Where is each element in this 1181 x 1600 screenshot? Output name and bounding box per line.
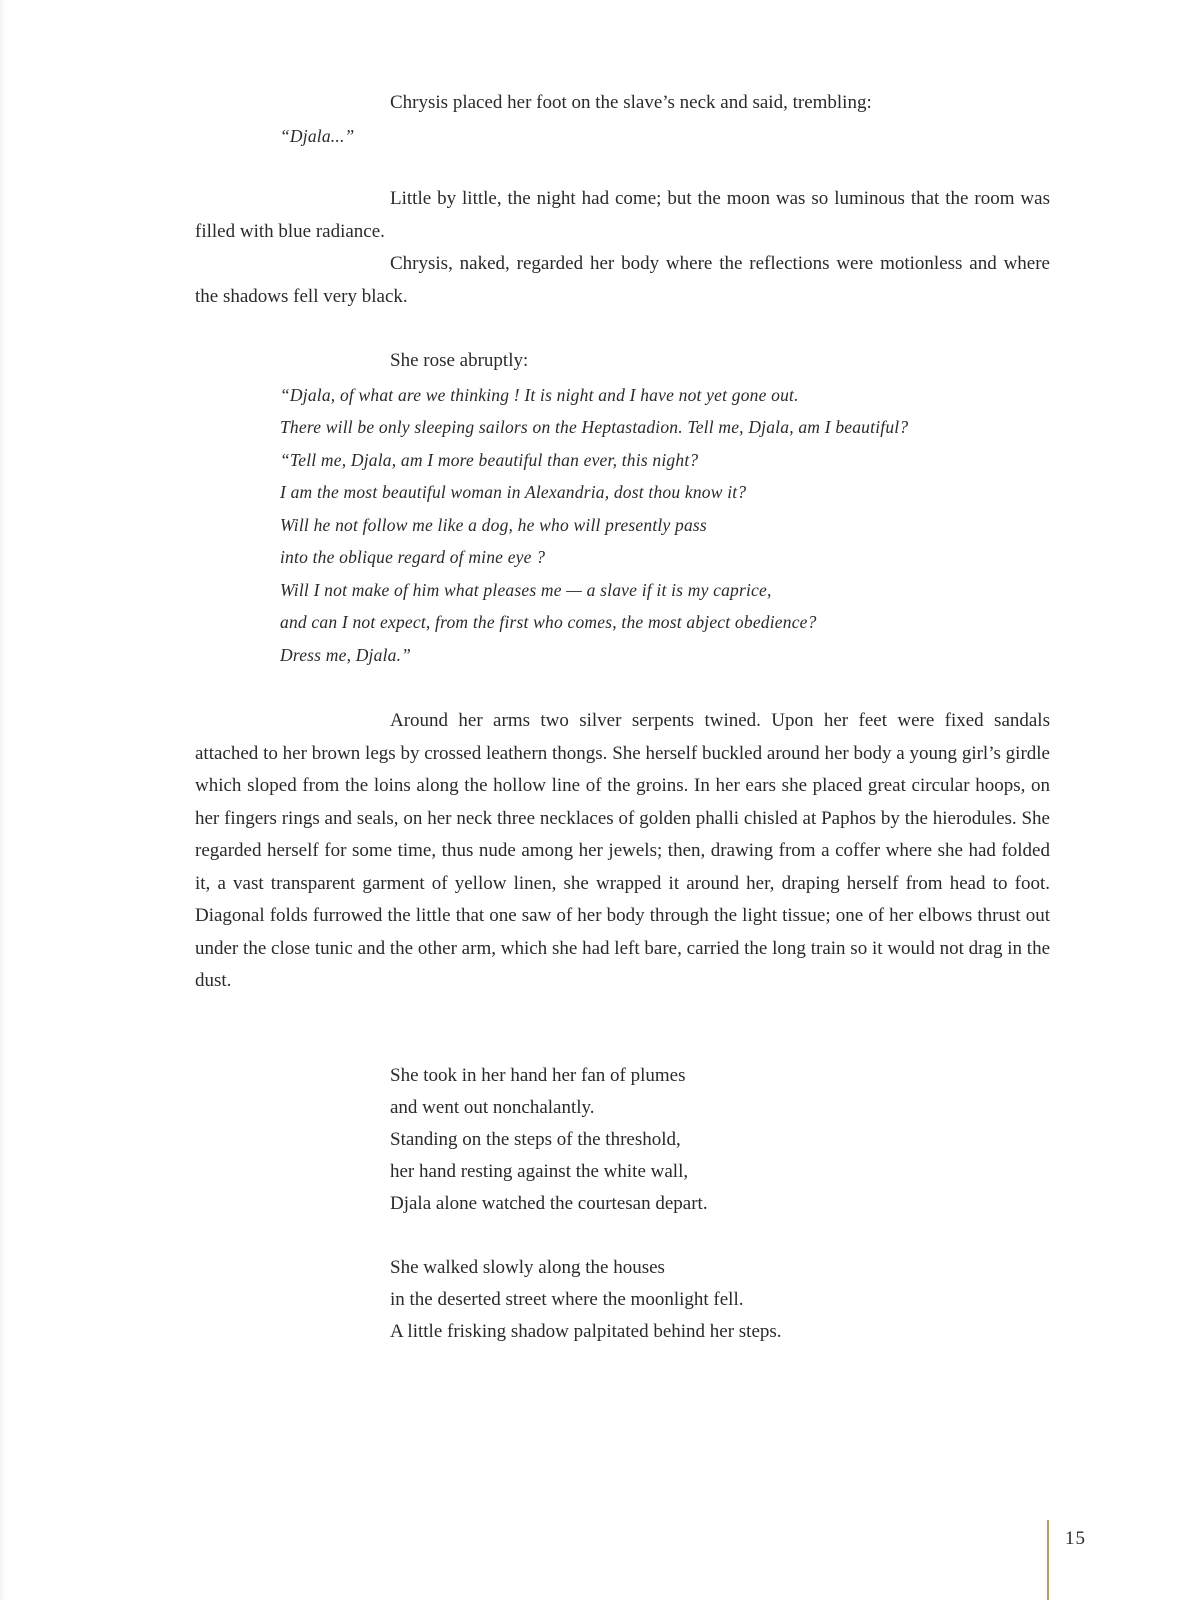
verse-line: She took in her hand her fan of plumes xyxy=(390,1065,686,1086)
speech-line: Dress me, Djala.” xyxy=(280,645,412,665)
speech-line: “Tell me, Djala, am I more beautiful than ever, this night? xyxy=(280,450,699,470)
night-paragraph: Little by little, the night had come; but the moon was so luminous that the room was filled with blue radiance. xyxy=(195,188,1050,242)
speech-line: I am the most beautiful woman in Alexandria, dost thou know it? xyxy=(280,482,747,502)
page-footer xyxy=(1047,1520,1107,1600)
speech-line: into the oblique regard of mine eye ? xyxy=(280,547,546,567)
verse-line: A little frisking shadow palpitated behind her steps. xyxy=(390,1321,782,1342)
djala-call: “Djala...” xyxy=(280,126,355,146)
verse-line: She walked slowly along the houses xyxy=(390,1257,665,1278)
page-number-rule xyxy=(1047,1520,1049,1600)
speech-line: There will be only sleeping sailors on the Heptastadion. Tell me, Djala, am I beautiful? xyxy=(280,417,909,437)
speech-line: and can I not expect, from the first who comes, the most abject obedience? xyxy=(280,612,817,632)
verse-line: in the deserted street where the moonlight fell. xyxy=(390,1289,744,1310)
page-edge-shadow xyxy=(0,0,6,1600)
speech-line: Will I not make of him what pleases me — a slave if it is my caprice, xyxy=(280,580,772,600)
dressing-paragraph: Around her arms two silver serpents twined. Upon her feet were fixed sandals attached to her brown legs by crossed leathern thongs. She herself buckled around her body a young girl’s girdle which sloped from the loins along the hollow line of the groins. In her ears she placed great circular hoops, on her fingers rings and seals, on her neck three necklaces of golden phalli chisled at Paphos by the hierodules. She regarded herself for some time, thus nude among her jewels; then, drawing from a coffer where she had folded it, a vast transparent garment of yellow linen, she wrapped it around her, draping herself from head to foot. Diagonal folds furrowed the little that one saw of her body through the light tissue; one of her elbows thrust out under the close tunic and the other arm, which she had left bare, carried the long train so it would not drag in the dust. xyxy=(195,710,1050,991)
verse-line: Djala alone watched the courtesan depart. xyxy=(390,1193,708,1214)
opening-line: Chrysis placed her foot on the slave’s neck and said, trembling: xyxy=(390,92,872,113)
verse-line: her hand resting against the white wall, xyxy=(390,1161,689,1182)
verse-line: and went out nonchalantly. xyxy=(390,1097,595,1118)
speech-line: “Djala, of what are we thinking ! It is night and I have not yet gone out. xyxy=(280,385,799,405)
verse-line: Standing on the steps of the threshold, xyxy=(390,1129,681,1150)
reflection-paragraph: Chrysis, naked, regarded her body where the reflections were motionless and where the shadows fell very black. xyxy=(195,253,1050,307)
speech-line: Will he not follow me like a dog, he who will presently pass xyxy=(280,515,707,535)
page-number: 15 xyxy=(1065,1528,1086,1549)
rose-intro: She rose abruptly: xyxy=(390,350,529,371)
